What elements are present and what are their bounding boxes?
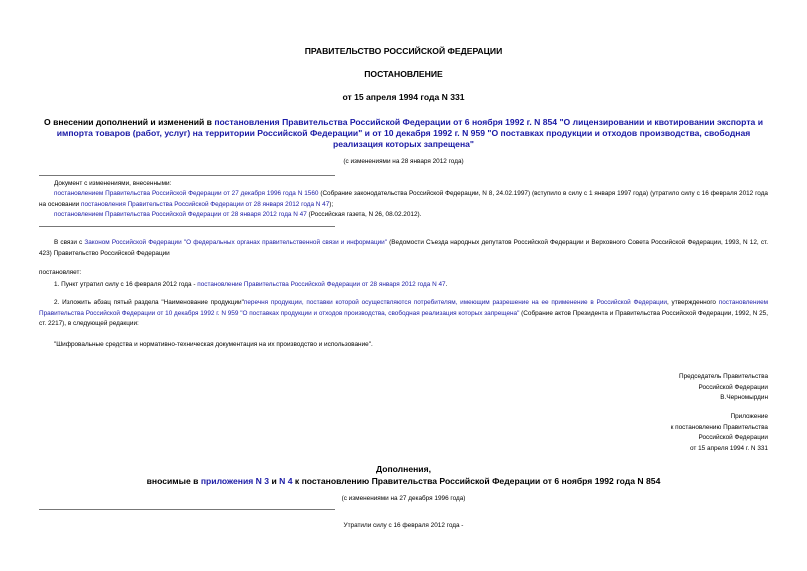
- document-type: ПОСТАНОВЛЕНИЕ: [364, 69, 443, 79]
- changes-item-2-text: (Российская газета, N 26, 08.02.2012).: [306, 211, 422, 218]
- signature-country: Российской Федерации: [698, 383, 768, 391]
- point-2-text-2: , утвержденного: [666, 299, 719, 306]
- resolves-text: постановляет:: [39, 269, 82, 276]
- changes-block: [54, 179, 768, 190]
- appendix-4-link[interactable]: N 4: [279, 476, 293, 486]
- additions-and: и: [269, 476, 280, 486]
- changes-item-1-text: (Собрание законодательства Российской Федерации, N 8, 24.02.1997) (вступило в силу с 1 января 1997 года) (утратило силу с 16 февраля 2012 года на основании: [39, 190, 768, 208]
- point-2-text-1: 2. Изложить абзац пятый раздела "Наименование продукции": [54, 299, 244, 306]
- appendix-3-link[interactable]: приложения N 3: [200, 476, 270, 486]
- changes-item-1: [39, 189, 768, 210]
- decree-959-link[interactable]: постановлением Правительства Российской Федерации от 10 декабря 1992 г. N 959 "О поставках продукции и отходов производства, свободная реализация которых запрещена": [39, 299, 769, 317]
- point-1-text: 1. Пункт утратил силу с 16 февраля 2012 года -: [54, 281, 198, 288]
- additions-title: Дополнения,: [375, 464, 431, 474]
- government-name: ПРАВИТЕЛЬСТВО РОССИЙСКОЙ ФЕДЕРАЦИИ: [304, 46, 503, 56]
- divider-bottom: [39, 226, 335, 227]
- title-link[interactable]: постановления Правительства Российской Федерации от 6 ноября 1992 г. N 854 "О лицензировании и квотировании экспорта и импорта товаров (работ, услуг) на территории Российской Федерации" и от 10 декабря 1992 г. N 959 "О поставках продукции и отходов производства, свободная реализация которых запрещена": [56, 117, 763, 149]
- document-date: от 15 апреля 1994 года N 331: [342, 92, 465, 102]
- signature-block: [679, 372, 768, 404]
- changes-link-47-a[interactable]: постановления Правительства Российской Федерации от 28 января 2012 года N 47: [81, 200, 330, 208]
- revision-note: (с изменениями на 28 января 2012 года): [343, 158, 464, 165]
- appendix-line-3: Российской Федерации: [698, 434, 768, 442]
- point-2-text-3: (Собрание актов Президента и Правительства Российской Федерации, 1992, N 25, ст. 2217), в следующей редакции:: [39, 309, 768, 328]
- divider-additions: [39, 509, 335, 510]
- additions-sub-text-2: к постановлению Правительства Российской Федерации от 6 ноября 1992 года N 854: [292, 476, 661, 486]
- signature-name: В.Черномырдин: [720, 394, 768, 402]
- signature-position: Председатель Правительства: [679, 373, 768, 380]
- divider-top: [39, 175, 335, 176]
- point-2: [39, 298, 768, 330]
- changes-item-1-end: );: [329, 200, 334, 208]
- appendix-line-2: к постановлению Правительства: [670, 423, 768, 431]
- repealed-note: Утратили силу с 16 февраля 2012 года -: [343, 522, 464, 529]
- intro-paragraph: [39, 238, 768, 259]
- intro-text: В связи с: [54, 239, 85, 246]
- product-list-link[interactable]: перечня продукции, поставки которой осуществляются потребителям, имеющим разрешение на ее применение в Российской Федерации: [243, 299, 667, 306]
- changes-link-47-b[interactable]: постановлением Правительства Российской Федерации от 28 января 2012 года N 47: [54, 211, 307, 218]
- point-1: [54, 280, 768, 291]
- document-title: [40, 117, 767, 150]
- additions-subtitle: [0, 476, 807, 486]
- additions-revision-note: (с изменениями на 27 декабря 1996 года): [341, 495, 466, 502]
- law-link[interactable]: Законом Российской Федерации "О федеральных органах правительственной связи и информации": [84, 239, 388, 246]
- changes-heading: Документ с изменениями, внесенными:: [54, 180, 172, 187]
- appendix-block: [671, 412, 768, 454]
- point-1-link[interactable]: постановление Правительства Российской Федерации от 28 января 2012 года N 47: [197, 281, 446, 288]
- additions-sub-text-1: вносимые в: [146, 476, 201, 486]
- point-1-end: .: [445, 281, 448, 288]
- intro-text-2: (Ведомости Съезда народных депутатов Российской Федерации и Верховного Совета Российской Федерации, 1993, N 12, ст. 423) Правительство Российской Федерации: [39, 239, 769, 257]
- quote-paragraph: "Шифровальные средства и нормативно-техническая документация на их производство и использование".: [54, 341, 373, 348]
- appendix-line-4: от 15 апреля 1994 г. N 331: [689, 444, 768, 452]
- changes-link-1560[interactable]: постановлением Правительства Российской Федерации от 27 декабря 1996 года N 1560: [54, 190, 319, 197]
- title-text: О внесении дополнений и изменений в: [44, 117, 215, 127]
- appendix-label: Приложение: [730, 413, 768, 420]
- changes-item-2: [54, 210, 768, 221]
